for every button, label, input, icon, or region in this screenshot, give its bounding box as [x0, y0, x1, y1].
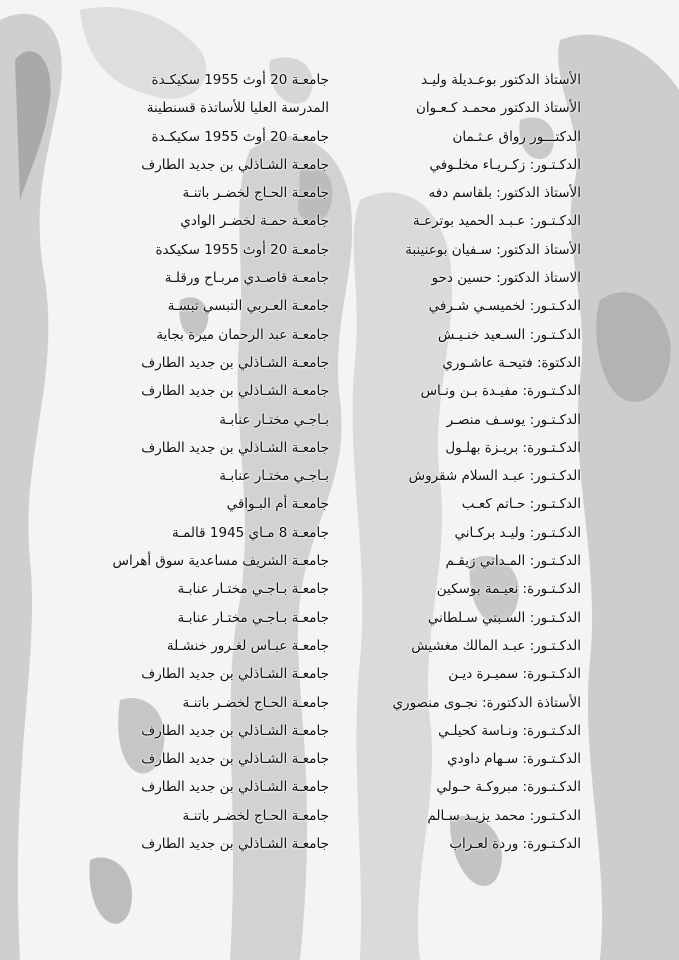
member-university: جامعـة الحـاج لخضـر باتنـة	[182, 185, 329, 202]
member-university: جامعـة الشـاذلي بن جديد الطارف	[141, 722, 329, 739]
universities-column	[59, 66, 329, 858]
member-name: الدكـتـورة: نعيـمة بوسكين	[436, 581, 581, 598]
member-university: جامعـة بـاجـي مختـار عنابـة	[177, 609, 329, 626]
member-name: الدكتـــور رواق عـثـمان	[452, 128, 581, 145]
member-name: الدكـتـورة: مفيـدة بـن ونـاس	[420, 383, 581, 400]
member-university: جامعـة 20 أوث 1955 سكيكـدة	[151, 128, 329, 145]
member-university: جامعـة الشـاذلي بن جديد الطارف	[141, 751, 329, 768]
member-name: الدكـتـورة: وردة لعـراب	[449, 836, 581, 853]
member-university: جامعـة الشـاذلي بن جديد الطارف	[141, 439, 329, 456]
member-university: جامعـة الشـاذلي بن جديد الطارف	[141, 383, 329, 400]
member-name: الدكـتـور: السـبتي سـلطاني	[427, 609, 581, 626]
member-university: جامعـة الشـاذلي بن جديد الطارف	[141, 354, 329, 371]
member-name: الدكـتـور: زكـريـاء مخلـوفي	[429, 156, 581, 173]
member-university: جامعـة حمـة لخضـر الوادي	[180, 213, 329, 230]
member-name: الدكـتـورة: ونـاسة كحيلـي	[438, 722, 581, 739]
member-university: المدرسة العليا للأساتذة قسنطينة	[146, 100, 329, 117]
member-name: الأستاذ الدكتور بوعـديلة وليـد	[421, 72, 581, 88]
member-name: الدكـتـور: السـعيد خنـيـش	[437, 326, 581, 343]
member-university: جامعـة الشـاذلي بن جديد الطارف	[141, 666, 329, 683]
member-name: الدكـتـورة: بريـزة بهلـول	[445, 439, 581, 456]
members-names-column	[319, 66, 581, 858]
member-university: جامعـة الشـاذلي بن جديد الطارف	[141, 836, 329, 853]
member-university: جامعـة الحـاج لخضـر باتنـة	[182, 694, 329, 711]
member-name: الدكـتـور: محمد يزيـد سـالم	[427, 807, 581, 824]
member-name: الدكـتـور: عبـد المالك مغشيش	[411, 637, 581, 654]
member-university: جامعـة العـربي التبسي تبسـة	[167, 298, 329, 315]
member-university: جامعـة الحـاج لخضـر باتنـة	[182, 807, 329, 824]
member-university: بـاجـي مختـار عنابـة	[219, 468, 329, 485]
member-university: جامعـة 20 أوث 1955 سكيكـدة	[151, 72, 329, 88]
member-name: الدكـتـورة: سـهام داودي	[447, 751, 581, 768]
member-name: الدكـتـور: المـداني زيقـم	[445, 553, 581, 570]
member-university: جامعـة قاصـدي مربـاح ورقلـة	[164, 270, 329, 287]
member-name: الدكـتـورة: مبروكـة حـولي	[436, 779, 581, 796]
member-university: جامعـة 8 مـاي 1945 قالمـة	[171, 524, 329, 541]
member-name: الاستاذ الدكتور: حسين دحو	[431, 270, 581, 287]
member-name: الدكتوة: فتيحـة عاشـوري	[442, 354, 581, 371]
member-university: جامعـة الشريف مساعدية سوق أهراس	[112, 553, 329, 570]
member-university: جامعـة الشـاذلي بن جديد الطارف	[141, 156, 329, 173]
member-university: جامعـة أم البـواقي	[226, 496, 329, 513]
member-name: الدكـتـور: وليـد بركـاني	[454, 524, 581, 541]
member-name: الأستاذ الدكتور: سـفيان بوعنينبة	[405, 241, 581, 258]
member-name: الدكـتـور: يوسـف منصـر	[446, 411, 581, 428]
member-university: جامعـة الشـاذلي بن جديد الطارف	[141, 779, 329, 796]
member-university: جامعـة 20 أوث 1955 سكيكدة	[155, 241, 329, 258]
member-name: الدكـتـورة: سميـرة ديـن	[448, 666, 581, 683]
member-university: جامعـة عبـاس لغـرور خنشـلة	[166, 637, 329, 654]
member-name: الدكـتـور: لخميسـي شـرفي	[428, 298, 581, 315]
member-university: جامعـة بـاجـي مختـار عنابـة	[177, 581, 329, 598]
member-name: الأستاذ الدكتور: بلقاسم دفه	[428, 185, 581, 202]
member-university: جامعـة عبد الرحمان ميرة بجاية	[156, 326, 329, 343]
member-name: الأستاذ الدكتور محمـد كـعـوان	[415, 100, 581, 117]
member-name: الدكـتـور: عبـد السلام شقروش	[408, 468, 581, 485]
member-name: الأستاذة الدكتورة: نجـوى منصوري	[392, 694, 581, 711]
member-name: الدكـتـور: حـاتم كعـب	[461, 496, 581, 513]
member-name: الدكـتـور: عـبـد الحميد بوترعـة	[412, 213, 581, 230]
member-university: بـاجـي مختـار عنابـة	[219, 411, 329, 428]
